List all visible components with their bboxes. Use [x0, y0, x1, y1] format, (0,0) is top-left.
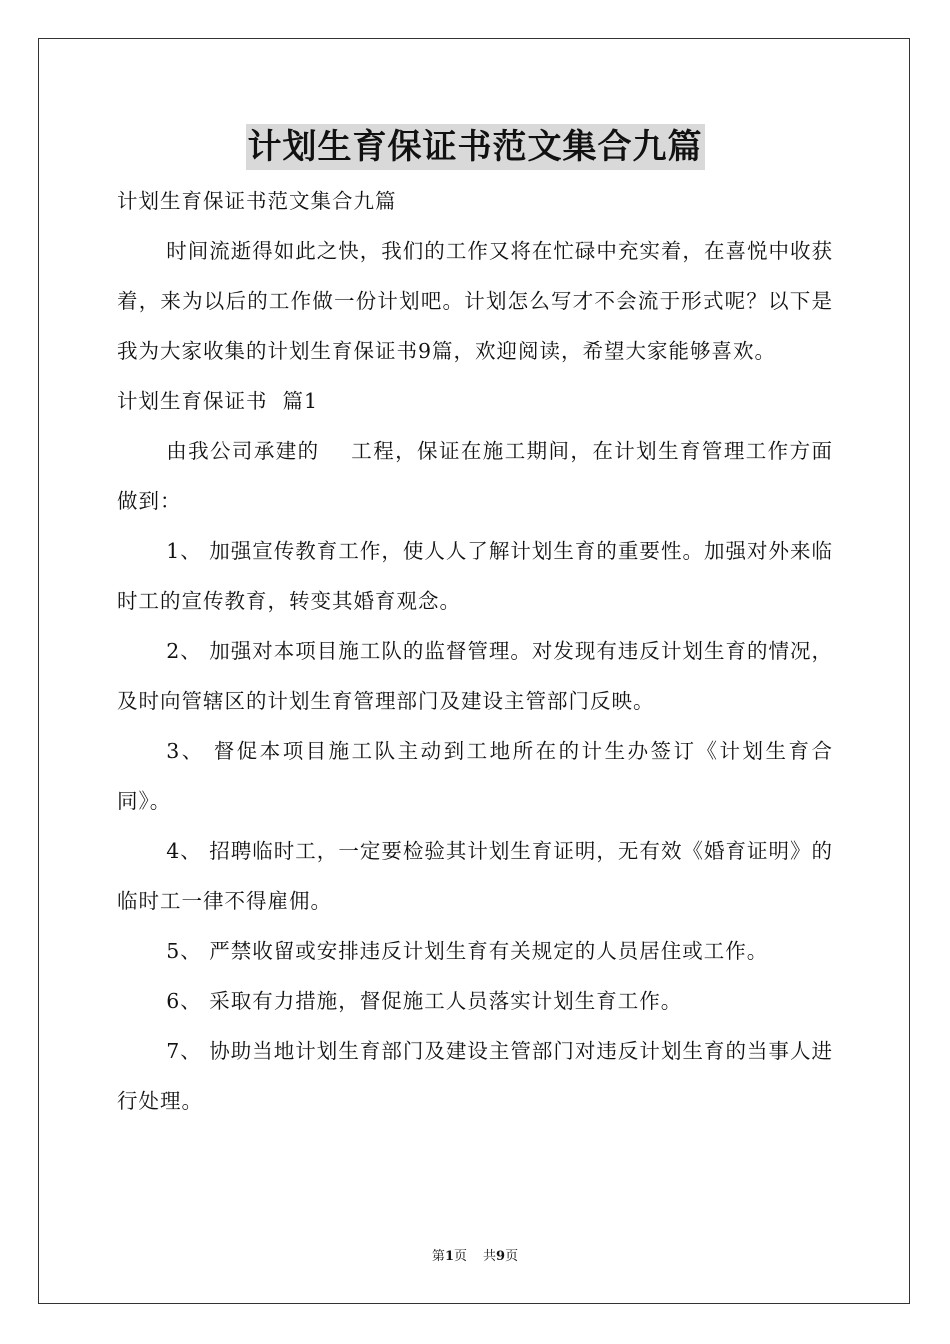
title-container: [0, 124, 950, 170]
list-item-6: 6、 采取有力措施，督促施工人员落实计划生育工作。: [166, 989, 683, 1013]
page-suffix: 页: [453, 1249, 467, 1264]
document-title: 计划生育保证书范文集合九篇: [246, 124, 705, 170]
list-item-7: 7、 协助当地计划生育部门及建设主管部门对违反计划生育的当事人进行处理。: [117, 1039, 833, 1113]
list-item-4: 4、 招聘临时工，一定要检验其计划生育证明，无有效《婚育证明》的临时工一律不得雇佣。: [117, 839, 833, 913]
document-subtitle: 计划生育保证书范文集合九篇: [117, 189, 397, 213]
page-prefix: 第: [431, 1249, 445, 1264]
list-item-3: 3、 督促本项目施工队主动到工地所在的计生办签订《计划生育合同》。: [117, 739, 833, 813]
list-item-2: 2、 加强对本项目施工队的监督管理。对发现有违反计划生育的情况，及时向管辖区的计划生育管理部门及建设主管部门反映。: [117, 639, 833, 713]
list-item-5: 5、 严禁收留或安排违反计划生育有关规定的人员居住或工作。: [166, 939, 769, 963]
page-footer: [0, 1248, 950, 1266]
intro-paragraph: 时间流逝得如此之快，我们的工作又将在忙碌中充实着，在喜悦中收获着，来为以后的工作做一份计划吧。计划怎么写才不会流于形式呢？以下是我为大家收集的计划生育保证书9篇，欢迎阅读，希望大家能够喜欢。: [117, 239, 833, 363]
section-intro-paragraph: 由我公司承建的 工程，保证在施工期间，在计划生育管理工作方面做到：: [117, 439, 833, 513]
total-prefix: 共: [483, 1249, 497, 1264]
section-heading: 计划生育保证书 篇1: [117, 389, 319, 413]
page-total: 9: [496, 1249, 506, 1264]
page-current: 1: [444, 1249, 454, 1264]
list-item-1: 1、 加强宣传教育工作，使人人了解计划生育的重要性。加强对外来临时工的宣传教育，转变其婚育观念。: [117, 539, 833, 613]
document-body: [117, 176, 833, 1126]
total-suffix: 页: [505, 1249, 519, 1264]
